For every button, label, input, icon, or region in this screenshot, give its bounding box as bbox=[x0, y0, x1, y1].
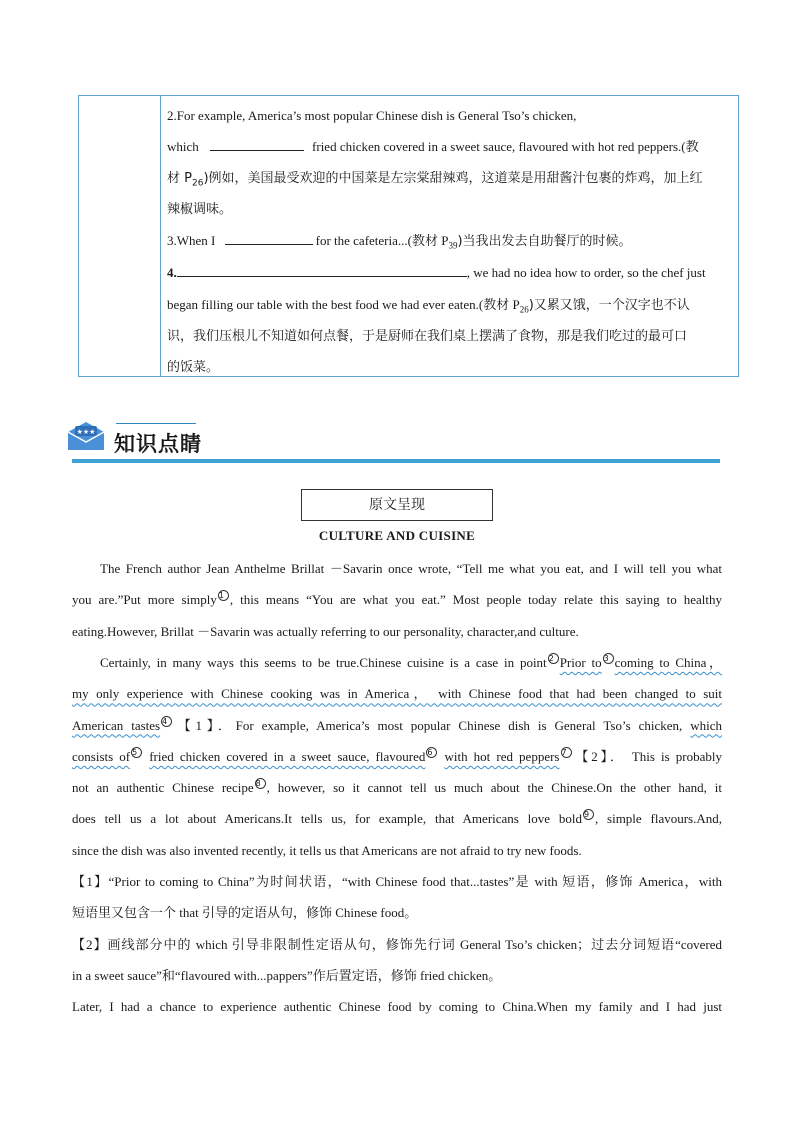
footnote-marker: 1 bbox=[218, 590, 229, 601]
table-column-divider bbox=[160, 96, 161, 376]
exercise-2-line-2 bbox=[167, 131, 734, 162]
exercise-4-line-4: 的饭菜。 bbox=[167, 360, 220, 376]
answer-blank-2[interactable] bbox=[210, 137, 304, 151]
exercise-4-line-1 bbox=[167, 257, 734, 288]
footnote-marker: 2 bbox=[548, 653, 559, 664]
text: consists of bbox=[72, 748, 131, 764]
text: not an authentic Chinese recipe bbox=[72, 780, 254, 796]
text: with hot red peppers bbox=[444, 748, 560, 764]
exercise-2-line-4: 辣椒调味。 bbox=[167, 201, 233, 217]
section-title-overline bbox=[116, 423, 196, 424]
note-2-line-1: 【2】画线部分中的 which 引导非限制性定语从句，修饰先行词 General Tso’s chicken；过去分词短语“covered bbox=[72, 936, 722, 952]
svg-text:★★★: ★★★ bbox=[76, 428, 96, 436]
text: does tell us a lot about Americans.It tells us, for example, that Americans love bold bbox=[72, 811, 582, 827]
para2-line-3 bbox=[72, 710, 722, 741]
text: coming to China， bbox=[614, 655, 722, 670]
page-sub: 39 bbox=[448, 240, 458, 251]
note-2-line-2: in a sweet sauce”和“flavoured with...pappers”作后置定语，修饰 fried chicken。 bbox=[72, 967, 502, 983]
text: 【1】．For example, America’s most popular Chinese dish is General Tso’s chicken, bbox=[173, 717, 683, 733]
note-1-line-1: 【1】“Prior to coming to China”为时间状语，“with Chinese food that...tastes”是 with 短语，修饰 America，with bbox=[72, 874, 722, 889]
para2-line-6 bbox=[72, 803, 722, 834]
text: which bbox=[167, 139, 199, 155]
para2-line-1 bbox=[72, 647, 722, 678]
answer-blank-4[interactable] bbox=[177, 263, 467, 277]
para2-line-5 bbox=[72, 772, 722, 803]
text: )例如，美国最受欢迎的中国菜是左宗棠甜辣鸡，这道菜是用甜酱汁包裹的炸鸡，加上红 bbox=[203, 170, 703, 186]
paragraph-3 bbox=[72, 991, 722, 1022]
para1-line-1: The French author Jean Anthelme Brillat －Savarin once wrote, “Tell me what you eat, and I will tell you what bbox=[100, 561, 722, 576]
footnote-marker: 3 bbox=[603, 653, 614, 664]
paragraph-2 bbox=[72, 647, 722, 866]
exercise-4-line-2 bbox=[167, 289, 734, 321]
original-text-label: 原文呈现 bbox=[301, 489, 493, 521]
exercise-3-line bbox=[167, 225, 734, 257]
exercise-table bbox=[78, 95, 739, 377]
text: you are.”Put more simply bbox=[72, 592, 217, 608]
text: fried chicken covered in a sweet sauce, flavoured with hot red peppers.(教 bbox=[312, 139, 699, 155]
footnote-marker: 8 bbox=[255, 778, 266, 789]
note-1-line-2: 短语里又包含一个 that 引导的定语从句，修饰 Chinese food。 bbox=[72, 905, 418, 921]
text: 材 P bbox=[167, 170, 192, 186]
para2-line-7: since the dish was also invented recently, it tells us that Americans are not afraid to try new foods. bbox=[72, 842, 582, 858]
text: )当我出发去自助餐厅的时候。 bbox=[457, 234, 632, 250]
footnote-marker: 5 bbox=[131, 747, 142, 758]
analysis-notes bbox=[72, 866, 722, 991]
para1-line-3: eating.However, Brillat －Savarin was actually referring to our personality, character,and culture. bbox=[72, 623, 579, 639]
exercise-2-line-1: 2.For example, America’s most popular Chinese dish is General Tso’s chicken, bbox=[167, 108, 577, 123]
text: , we had no idea how to order, so the chef just bbox=[466, 265, 706, 281]
footnote-marker: 7 bbox=[561, 747, 572, 758]
text: , however, so it cannot tell us much about the Chinese.On the other hand, it bbox=[266, 780, 722, 796]
text: , this means “You are what you eat.” Most people today relate this saying to healthy bbox=[229, 592, 722, 608]
paragraph-1 bbox=[72, 553, 722, 647]
para1-line-2 bbox=[72, 584, 722, 615]
page-sub: 26 bbox=[519, 304, 529, 315]
answer-blank-3[interactable] bbox=[225, 231, 313, 245]
text: which bbox=[690, 717, 723, 733]
footnote-marker: 6 bbox=[426, 747, 437, 758]
text: )又累又饿，一个汉字也不认 bbox=[528, 297, 690, 313]
section-title: 知识点睛 bbox=[114, 432, 202, 456]
exercise-cell bbox=[167, 100, 734, 384]
para3-line-1: Later, I had a chance to experience authentic Chinese food by coming to China.When my family and I had just bbox=[72, 999, 722, 1014]
text: Prior to bbox=[559, 655, 602, 670]
text: fried chicken covered in a sweet sauce, flavoured bbox=[149, 748, 426, 764]
para2-line-2: my only experience with Chinese cooking was in America， with Chinese food that had been changed to suit bbox=[72, 686, 722, 702]
text: for the cafeteria...(教材 P bbox=[315, 233, 449, 249]
text: , simple flavours.And, bbox=[594, 811, 722, 827]
section-divider-bar bbox=[72, 459, 720, 463]
footnote-marker: 4 bbox=[161, 716, 172, 727]
text: began filling our table with the best food we had ever eaten.(教材 P bbox=[167, 296, 520, 312]
text: American tastes bbox=[72, 717, 161, 733]
article-heading: CULTURE AND CUISINE bbox=[318, 528, 476, 543]
page-sub: 26 bbox=[191, 178, 204, 189]
envelope-star-icon bbox=[66, 420, 106, 452]
footnote-marker: 9 bbox=[583, 809, 594, 820]
text: 【2】． This is probably bbox=[572, 748, 722, 764]
text: 3.When I bbox=[167, 233, 216, 249]
text: Certainly, in many ways this seems to be true.Chinese cuisine is a case in point bbox=[100, 655, 547, 670]
exercise-2-line-3 bbox=[167, 163, 734, 194]
text: 4. bbox=[167, 265, 177, 281]
exercise-4-line-3: 识，我们压根儿不知道如何点餐，于是厨师在我们桌上摆满了食物，那是我们吃过的最可口 bbox=[167, 329, 688, 345]
para2-line-4 bbox=[72, 741, 722, 772]
